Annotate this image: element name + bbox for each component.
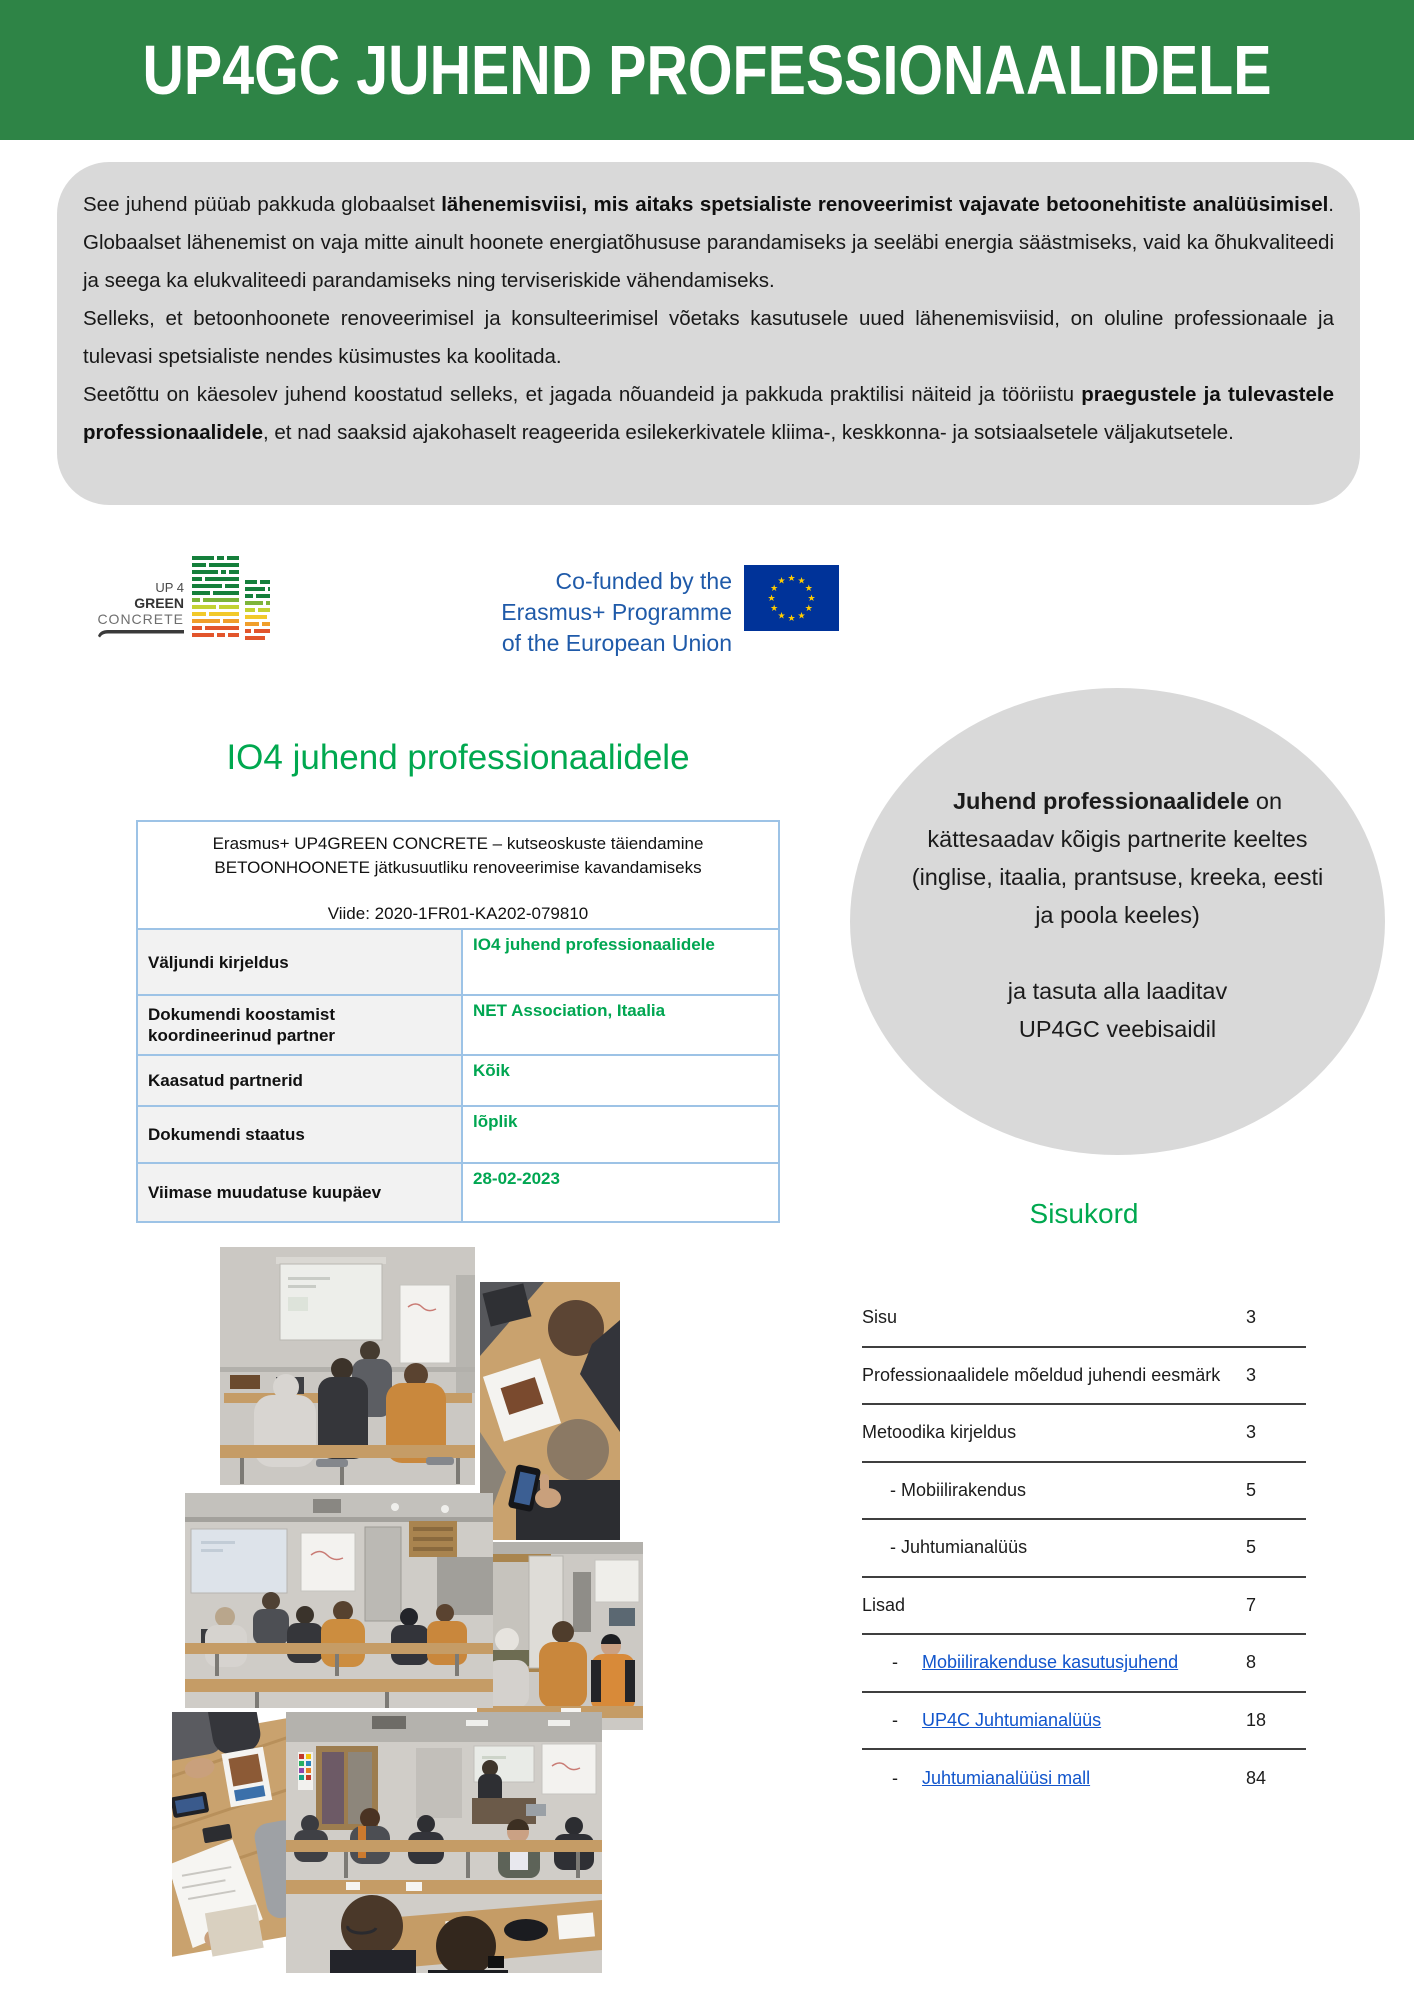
eu-cofunded-text <box>420 566 732 659</box>
row-value: lõplik <box>473 1112 518 1131</box>
toc-page-number: 8 <box>1246 1652 1257 1673</box>
toc-label: Lisad <box>862 1594 906 1615</box>
toc-link-mall[interactable]: Juhtumianalüüsi mall <box>922 1768 1091 1789</box>
page-title: UP4GC JUHEND PROFESSIONAALIDELE <box>142 31 1272 109</box>
table-of-contents <box>862 1290 1306 1808</box>
doc-table-header-line1: Erasmus+ UP4GREEN CONCRETE – kutseoskuste täiendamine <box>212 834 704 853</box>
classroom-photo-wide <box>185 1493 493 1708</box>
table-row <box>138 1162 778 1221</box>
row-label: Dokumendi koostamist koordineerinud partner <box>138 996 463 1054</box>
svg-text:CONCRETE: CONCRETE <box>97 611 184 627</box>
intro-paragraph-3: Seetõttu on käesolev juhend koostatud selleks, et jagada nõuandeid ja pakkuda praktilisi näiteid ja tööriistu praegustele ja tulevastele professionaalidele, et nad saaksid ajakohaselt reageerida esilekerkivatele kliima-, keskkonna- ja sotsiaalsetele väljakutsetele. <box>83 383 1334 444</box>
classroom-photo-large-group <box>286 1712 602 1973</box>
table-row <box>138 1054 778 1105</box>
classroom-photo-phone-overhead <box>480 1282 620 1540</box>
bubble-line1: Juhend professionaalidele on <box>952 788 1283 814</box>
toc-label: - Juhtumianalüüs <box>890 1537 1028 1558</box>
svg-text:★: ★ <box>787 614 796 624</box>
bubble-line2: kättesaadav kõigis partnerite keeltes <box>927 826 1308 852</box>
header-banner <box>0 0 1414 140</box>
toc-row-up4c-juhtumianaluus <box>862 1693 1306 1751</box>
toc-page-number: 5 <box>1246 1537 1257 1558</box>
doc-table-header-line2: BETOONHOONETE jätkusuutliku renoveerimise kavandamiseks <box>214 858 702 877</box>
toc-link-kasutusjuhend[interactable]: Mobiilirakenduse kasutusjuhend <box>922 1652 1179 1673</box>
eu-cofunded-line3: of the European Union <box>501 630 732 656</box>
toc-title: Sisukord <box>1029 1198 1139 1229</box>
language-availability-note <box>850 688 1385 1155</box>
doc-table-header <box>138 822 778 928</box>
row-label: Kaasatud partnerid <box>138 1056 463 1105</box>
intro-panel <box>57 162 1360 505</box>
toc-label: Sisu <box>862 1307 898 1328</box>
svg-text:★: ★ <box>777 576 786 587</box>
classroom-photo-desk-closeup <box>172 1712 287 1962</box>
toc-row-lisad <box>862 1578 1306 1636</box>
bubble-line6: UP4GC veebisaidil <box>1018 1016 1217 1042</box>
eu-cofunded-line2: Erasmus+ Programme <box>501 599 732 625</box>
toc-page-number: 7 <box>1246 1594 1257 1615</box>
up4gc-logo-icon <box>92 548 272 648</box>
row-value: Kõik <box>473 1061 510 1080</box>
svg-text:★: ★ <box>770 584 779 594</box>
section-title: IO4 juhend professionaalidele <box>226 738 690 777</box>
toc-row-sisu <box>862 1290 1306 1348</box>
classroom-photo-door-group <box>477 1542 643 1730</box>
toc-dash: - <box>892 1709 898 1730</box>
row-label: Viimase muudatuse kuupäev <box>138 1164 463 1221</box>
up4gc-logo <box>92 548 272 648</box>
toc-row-kasutusjuhend <box>862 1635 1306 1693</box>
toc-row-mall <box>862 1750 1306 1808</box>
bubble-line5: ja tasuta alla laaditav <box>1007 978 1228 1004</box>
toc-row-mobiilirakendus <box>862 1463 1306 1521</box>
toc-page-number: 3 <box>1246 1307 1257 1328</box>
toc-page-number: 5 <box>1246 1479 1257 1500</box>
eu-cofunded-line1: Co-funded by the <box>555 568 732 594</box>
toc-label: Professionaalidele mõeldud juhendi eesmärk <box>862 1364 1221 1385</box>
svg-text:★: ★ <box>797 576 806 587</box>
toc-page-number: 84 <box>1246 1768 1267 1789</box>
toc-dash: - <box>892 1652 898 1673</box>
row-label: Väljundi kirjeldus <box>138 930 463 994</box>
intro-paragraph-2: Selleks, et betoonhoonete renoveerimisel ja konsulteerimisel võetaks kasutusele uued lähenemisviisid, on oluline professionaale ja tulevasi spetsialiste nendes küsimustes ka koolitada. <box>83 307 1334 368</box>
toc-row-eesmark <box>862 1348 1306 1406</box>
svg-text:★: ★ <box>807 594 816 604</box>
row-value: IO4 juhend professionaalidele <box>473 935 715 954</box>
eu-flag-icon <box>744 565 839 631</box>
row-value: 28-02-2023 <box>473 1169 560 1188</box>
toc-label: Metoodika kirjeldus <box>862 1422 1017 1443</box>
svg-text:★: ★ <box>767 594 776 604</box>
toc-row-juhtumianaluus <box>862 1520 1306 1578</box>
classroom-photo-projector-group <box>220 1247 475 1485</box>
svg-text:★: ★ <box>770 604 779 614</box>
svg-text:★: ★ <box>777 611 786 622</box>
toc-label: - Mobiilirakendus <box>890 1479 1027 1500</box>
doc-table-reference: Viide: 2020-1FR01-KA202-079810 <box>327 904 589 923</box>
bubble-line3: (inglise, itaalia, prantsuse, kreeka, eesti <box>911 864 1324 890</box>
table-row <box>138 1105 778 1162</box>
bubble-line4: ja poola keeles) <box>1035 902 1200 928</box>
toc-page-number: 18 <box>1246 1709 1267 1730</box>
row-label: Dokumendi staatus <box>138 1107 463 1162</box>
toc-link-up4c-juhtumianaluus[interactable]: UP4C Juhtumianalüüs <box>922 1709 1102 1730</box>
svg-text:★: ★ <box>804 604 813 614</box>
intro-paragraph-1: See juhend püüab pakkuda globaalset lähenemisviisi, mis aitaks spetsialiste renoveerimist vajavate betoonehitiste analüüsimisel. Globaalset lähenemist on vaja mitte ainult hoonete energiatõhususe parandamiseks ja seeläbi energia säästmiseks, vaid ka õhukvaliteedi ja seega ka elukvaliteedi parandamiseks ning terviseriskide vähendamiseks. <box>83 193 1334 292</box>
toc-dash: - <box>892 1768 898 1789</box>
doc-info-table <box>136 820 780 1223</box>
toc-page-number: 3 <box>1246 1422 1257 1443</box>
svg-text:★: ★ <box>787 574 796 584</box>
svg-text:UP 4: UP 4 <box>155 580 184 595</box>
svg-text:GREEN: GREEN <box>134 595 184 611</box>
svg-text:★: ★ <box>797 611 806 622</box>
svg-text:★: ★ <box>804 584 813 594</box>
row-value: NET Association, Itaalia <box>473 1001 666 1020</box>
table-row <box>138 928 778 994</box>
table-row <box>138 994 778 1054</box>
toc-page-number: 3 <box>1246 1364 1257 1385</box>
toc-row-metoodika <box>862 1405 1306 1463</box>
